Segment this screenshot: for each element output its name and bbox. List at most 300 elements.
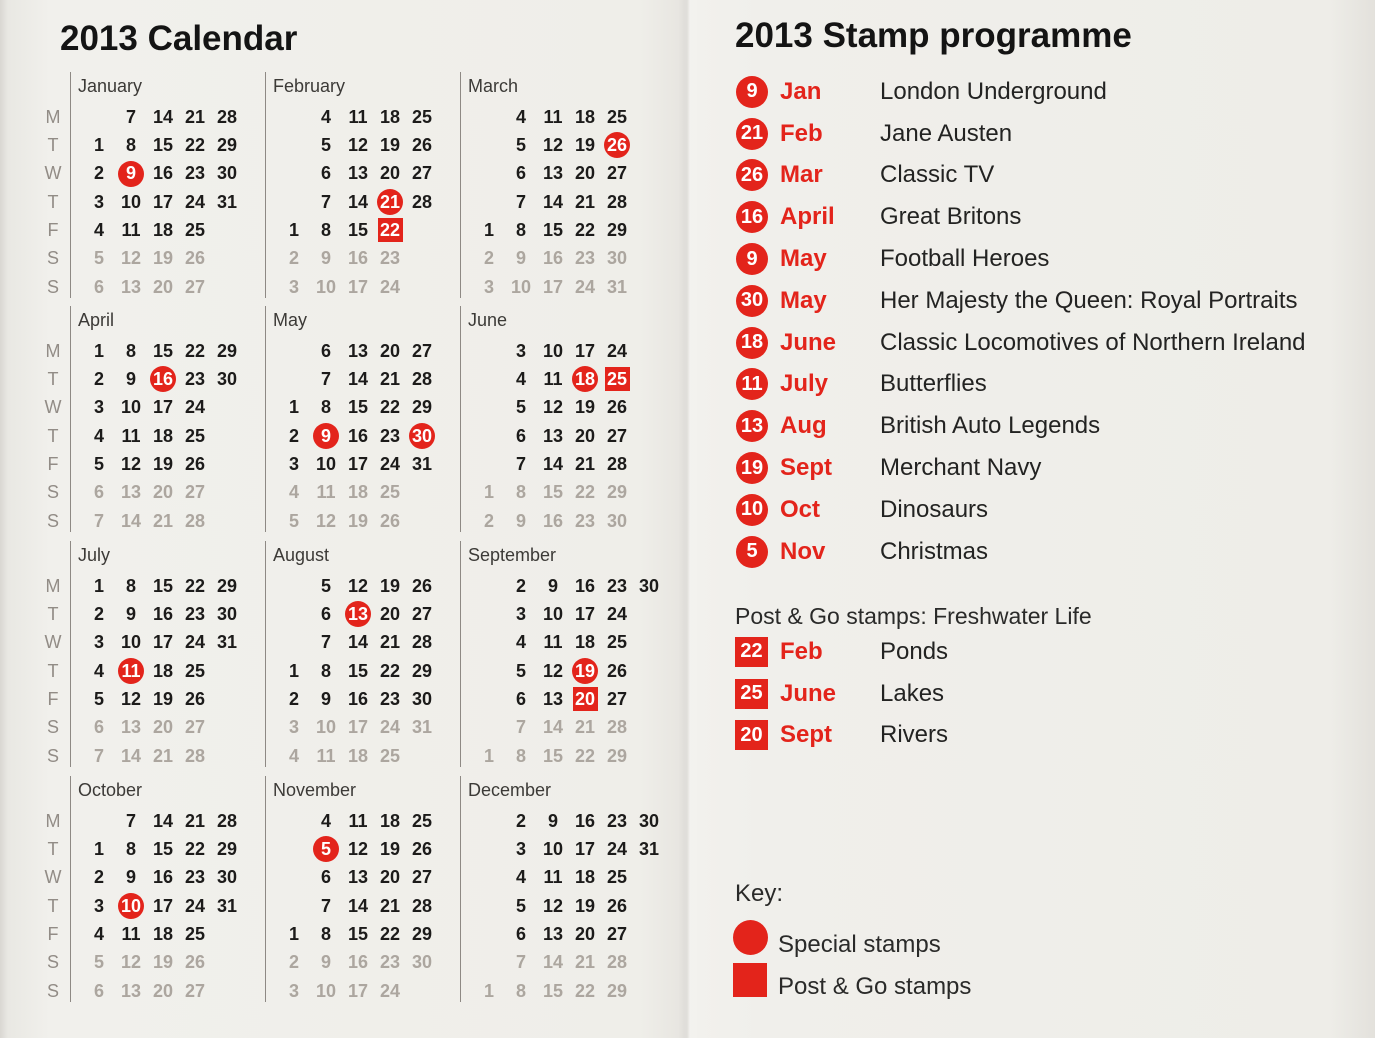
day-cell: [537, 273, 569, 301]
day-number: 5: [515, 134, 526, 155]
day-number: 31: [216, 895, 238, 916]
weekday-label: T: [47, 425, 59, 446]
day-cell: [601, 422, 633, 450]
weekday-row: [83, 479, 243, 507]
day-number: 23: [379, 688, 401, 709]
day-cell: [537, 131, 569, 159]
day-cell: [83, 422, 115, 450]
special-stamp-day-marker: 16: [150, 366, 176, 392]
day-cell: [374, 572, 406, 600]
day-cell: [505, 245, 537, 273]
day-number: 5: [288, 510, 299, 531]
day-grid: [278, 807, 438, 1005]
day-cell: [115, 337, 147, 365]
day-number: 5: [515, 660, 526, 681]
issue-month: Aug: [780, 412, 827, 440]
day-number: 17: [152, 191, 174, 212]
weekday-row: [83, 572, 243, 600]
day-number: 10: [510, 276, 532, 297]
day-number: 13: [542, 688, 564, 709]
day-cell: [278, 714, 310, 742]
day-cell: [211, 835, 243, 863]
day-grid: [83, 103, 243, 301]
weekday-row: [278, 714, 438, 742]
day-cell: [406, 450, 438, 478]
weekday-row: [83, 394, 243, 422]
special-stamp-circle-icon: [733, 920, 768, 955]
day-number: 26: [379, 510, 401, 531]
day-cell: [537, 920, 569, 948]
day-number: 16: [542, 248, 564, 269]
weekday-row: [473, 245, 633, 273]
day-cell: [310, 450, 342, 478]
day-cell: [179, 507, 211, 535]
day-cell: [342, 216, 374, 244]
weekday-label: S: [46, 980, 59, 1001]
day-number: 28: [606, 191, 628, 212]
special-stamp-day-marker: 26: [604, 132, 630, 158]
day-cell: [569, 864, 601, 892]
day-cell: [147, 600, 179, 628]
day-cell: [569, 920, 601, 948]
special-issue: [735, 364, 1306, 406]
day-number: 1: [483, 745, 494, 766]
day-number: 23: [606, 810, 628, 831]
day-cell: [505, 365, 537, 393]
day-number: 6: [93, 482, 104, 503]
day-number: 30: [606, 248, 628, 269]
day-number: 30: [411, 688, 433, 709]
day-cell: [537, 394, 569, 422]
month-may: [265, 306, 460, 532]
day-cell: [147, 160, 179, 188]
day-cell: [374, 479, 406, 507]
day-cell: [537, 835, 569, 863]
weekday-labels: [40, 572, 66, 770]
day-cell: [374, 216, 406, 244]
blank-cell: [473, 422, 505, 450]
weekday-row: [473, 949, 665, 977]
day-cell: [342, 949, 374, 977]
day-number: 30: [216, 368, 238, 389]
day-cell: [147, 450, 179, 478]
day-cell: [278, 685, 310, 713]
weekday-label: M: [45, 340, 61, 361]
day-cell: [505, 742, 537, 770]
day-cell: [569, 742, 601, 770]
day-grid: [473, 572, 665, 770]
day-number: 26: [411, 575, 433, 596]
day-cell: [83, 657, 115, 685]
day-number: 27: [606, 923, 628, 944]
weekday-row: [278, 600, 438, 628]
special-day-badge: 10: [736, 494, 768, 526]
day-number: 22: [379, 923, 401, 944]
day-number: 29: [606, 219, 628, 240]
day-number: 14: [120, 745, 142, 766]
weekday-row: [278, 450, 438, 478]
day-cell: [211, 572, 243, 600]
day-number: 25: [606, 867, 628, 888]
day-cell: [342, 365, 374, 393]
day-cell: [537, 479, 569, 507]
day-number: 8: [125, 340, 136, 361]
weekday-label: T: [47, 660, 59, 681]
day-cell: [115, 422, 147, 450]
weekday-row: [473, 273, 633, 301]
day-grid: [278, 572, 438, 770]
day-cell: [278, 507, 310, 535]
day-cell: [310, 892, 342, 920]
issue-month: Oct: [780, 495, 821, 523]
weekday-row: [83, 835, 243, 863]
day-number: 14: [542, 952, 564, 973]
day-number: 2: [93, 368, 104, 389]
day-number: 11: [316, 482, 336, 503]
day-cell: [211, 188, 243, 216]
day-cell: [374, 714, 406, 742]
weekday-row: [83, 920, 243, 948]
day-number: 7: [93, 510, 104, 531]
weekday-row: [83, 600, 243, 628]
day-cell: [310, 600, 342, 628]
day-number: 20: [152, 276, 174, 297]
weekday-row: [278, 920, 438, 948]
special-day-badge: 5: [736, 536, 768, 568]
day-cell: [406, 949, 438, 977]
day-cell: [147, 245, 179, 273]
weekday-label: M: [45, 575, 61, 596]
day-cell: [83, 160, 115, 188]
day-cell: [537, 657, 569, 685]
day-cell: [569, 892, 601, 920]
day-cell: [505, 273, 537, 301]
day-number: 31: [606, 276, 628, 297]
day-cell: [601, 479, 633, 507]
day-number: 7: [320, 895, 331, 916]
day-cell: [179, 807, 211, 835]
post-go-day-badge: 25: [735, 679, 768, 709]
day-number: 18: [152, 660, 174, 681]
weekday-row: [473, 450, 633, 478]
day-cell: [537, 422, 569, 450]
day-cell: [342, 103, 374, 131]
weekday-row: [473, 422, 633, 450]
issue-name: Classic TV: [880, 161, 995, 189]
day-cell: [83, 600, 115, 628]
day-number: 10: [542, 340, 564, 361]
special-stamp-day-marker: 18: [572, 366, 598, 392]
day-number: 9: [125, 368, 136, 389]
month-july: [70, 541, 265, 767]
day-cell: [505, 103, 537, 131]
day-number: 25: [184, 425, 206, 446]
day-grid: [83, 337, 243, 535]
blank-cell: [83, 103, 115, 131]
day-number: 3: [515, 340, 526, 361]
day-cell: [83, 337, 115, 365]
day-number: 16: [347, 248, 369, 269]
weekday-row: [278, 864, 438, 892]
day-cell: [278, 742, 310, 770]
day-cell: [601, 864, 633, 892]
day-cell: [179, 714, 211, 742]
day-cell: [179, 572, 211, 600]
day-cell: [505, 216, 537, 244]
weekday-row: [83, 949, 243, 977]
day-cell: [406, 188, 438, 216]
post-go-day-badge: 22: [735, 637, 768, 667]
issue-month: Mar: [780, 161, 823, 189]
day-number: 4: [515, 867, 526, 888]
weekday-row: [473, 365, 633, 393]
day-number: 7: [125, 106, 136, 127]
day-cell: [569, 394, 601, 422]
blank-cell: [278, 892, 310, 920]
weekday-row: [473, 600, 665, 628]
day-cell: [179, 216, 211, 244]
issue-name: Classic Locomotives of Northern Ireland: [880, 328, 1306, 356]
day-cell: [115, 216, 147, 244]
day-cell: [147, 920, 179, 948]
day-cell: [83, 685, 115, 713]
day-number: 27: [411, 163, 433, 184]
day-cell: [342, 600, 374, 628]
day-number: 4: [320, 106, 331, 127]
day-cell: [601, 365, 633, 393]
day-cell: [211, 600, 243, 628]
day-number: 9: [320, 688, 331, 709]
day-cell: [342, 245, 374, 273]
blank-cell: [278, 629, 310, 657]
weekday-label: T: [47, 368, 59, 389]
day-number: 26: [606, 895, 628, 916]
day-cell: [601, 103, 633, 131]
issue-month: Sept: [780, 454, 833, 482]
day-cell: [342, 394, 374, 422]
day-cell: [179, 600, 211, 628]
day-number: 10: [542, 603, 564, 624]
day-number: 17: [347, 276, 369, 297]
day-cell: [374, 892, 406, 920]
day-cell: [147, 422, 179, 450]
day-cell: [147, 714, 179, 742]
day-cell: [505, 920, 537, 948]
day-cell: [115, 394, 147, 422]
weekday-label: F: [47, 923, 59, 944]
day-number: 5: [515, 397, 526, 418]
day-cell: [505, 600, 537, 628]
day-cell: [310, 160, 342, 188]
day-cell: [374, 188, 406, 216]
day-cell: [278, 920, 310, 948]
day-number: 14: [347, 632, 369, 653]
weekday-row: [473, 216, 633, 244]
day-cell: [342, 422, 374, 450]
day-number: 19: [152, 952, 174, 973]
day-number: 9: [320, 248, 331, 269]
day-cell: [115, 657, 147, 685]
day-number: 29: [216, 575, 238, 596]
day-cell: [179, 479, 211, 507]
day-cell: [115, 160, 147, 188]
day-number: 3: [93, 397, 104, 418]
day-grid: [83, 807, 243, 1005]
day-number: 17: [152, 397, 174, 418]
day-number: 9: [515, 248, 526, 269]
day-number: 25: [184, 219, 206, 240]
month-august: [265, 541, 460, 767]
blank-cell: [278, 160, 310, 188]
day-number: 24: [184, 632, 206, 653]
day-cell: [342, 892, 374, 920]
day-number: 17: [152, 632, 174, 653]
day-number: 14: [120, 510, 142, 531]
special-stamp-day-marker: 13: [345, 601, 371, 627]
day-cell: [147, 365, 179, 393]
day-cell: [310, 742, 342, 770]
issue-month: June: [780, 328, 837, 356]
day-number: 9: [125, 603, 136, 624]
special-stamp-day-marker: 30: [409, 423, 435, 449]
day-cell: [310, 365, 342, 393]
day-cell: [310, 920, 342, 948]
day-cell: [374, 657, 406, 685]
day-cell: [374, 450, 406, 478]
day-number: 22: [574, 745, 596, 766]
day-number: 5: [320, 134, 331, 155]
day-number: 6: [93, 276, 104, 297]
day-cell: [537, 103, 569, 131]
day-cell: [505, 394, 537, 422]
weekday-row: [278, 629, 438, 657]
month-november: [265, 776, 460, 1002]
day-cell: [537, 337, 569, 365]
day-cell: [342, 864, 374, 892]
day-cell: [505, 629, 537, 657]
blank-cell: [278, 365, 310, 393]
day-cell: [83, 977, 115, 1005]
day-cell: [537, 160, 569, 188]
day-number: 5: [93, 453, 104, 474]
day-number: 7: [515, 717, 526, 738]
month-name: July: [78, 545, 111, 565]
day-cell: [406, 422, 438, 450]
special-day-badge: 19: [736, 452, 768, 484]
blank-cell: [278, 600, 310, 628]
day-number: 7: [125, 810, 136, 831]
day-number: 24: [379, 980, 401, 1001]
day-cell: [342, 572, 374, 600]
day-number: 19: [152, 688, 174, 709]
day-cell: [179, 188, 211, 216]
day-cell: [601, 160, 633, 188]
day-cell: [115, 864, 147, 892]
day-cell: [310, 337, 342, 365]
day-number: 19: [379, 575, 401, 596]
day-cell: [406, 657, 438, 685]
day-cell: [374, 365, 406, 393]
day-cell: [601, 450, 633, 478]
month-name: March: [468, 76, 519, 96]
day-number: 9: [320, 952, 331, 973]
day-cell: [83, 835, 115, 863]
day-number: 9: [547, 810, 558, 831]
day-cell: [374, 864, 406, 892]
day-number: 18: [574, 867, 596, 888]
day-number: 4: [93, 219, 104, 240]
day-number: 9: [515, 510, 526, 531]
day-cell: [179, 629, 211, 657]
day-number: 23: [184, 163, 206, 184]
day-number: 30: [216, 163, 238, 184]
day-number: 13: [542, 425, 564, 446]
day-number: 12: [315, 510, 337, 531]
day-number: 4: [93, 660, 104, 681]
day-cell: [211, 807, 243, 835]
day-number: 30: [216, 603, 238, 624]
month-name: February: [273, 76, 346, 96]
day-cell: [310, 103, 342, 131]
day-cell: [179, 422, 211, 450]
day-cell: [537, 977, 569, 1005]
special-issue: [735, 405, 1306, 447]
post-go-stamp-day-marker: 25: [605, 367, 630, 391]
blank-cell: [473, 864, 505, 892]
day-number: 27: [411, 340, 433, 361]
day-number: 24: [606, 340, 628, 361]
month-january: [70, 72, 265, 298]
issue-name: British Auto Legends: [880, 412, 1101, 440]
weekday-row: [473, 920, 665, 948]
day-cell: [601, 572, 633, 600]
day-number: 4: [288, 745, 299, 766]
weekday-row: [473, 160, 633, 188]
day-number: 29: [411, 397, 433, 418]
day-number: 4: [515, 106, 526, 127]
blank-cell: [473, 949, 505, 977]
day-cell: [601, 949, 633, 977]
day-cell: [179, 835, 211, 863]
day-cell: [179, 131, 211, 159]
day-number: 26: [184, 453, 206, 474]
day-number: 1: [288, 660, 299, 681]
day-number: 19: [379, 838, 401, 859]
weekday-row: [278, 245, 438, 273]
day-number: 5: [93, 952, 104, 973]
day-cell: [179, 394, 211, 422]
day-number: 2: [93, 603, 104, 624]
day-number: 28: [216, 810, 238, 831]
day-number: 23: [606, 575, 628, 596]
blank-cell: [473, 892, 505, 920]
day-cell: [505, 714, 537, 742]
day-grid: [83, 572, 243, 770]
day-number: 21: [574, 453, 596, 474]
day-cell: [342, 450, 374, 478]
day-number: 10: [315, 717, 337, 738]
day-cell: [569, 103, 601, 131]
weekday-label: W: [44, 397, 62, 418]
day-number: 8: [515, 219, 526, 240]
day-cell: [179, 337, 211, 365]
day-cell: [278, 422, 310, 450]
day-cell: [115, 188, 147, 216]
day-cell: [83, 507, 115, 535]
weekday-row: [83, 864, 243, 892]
day-number: 14: [152, 106, 174, 127]
day-grid: [473, 103, 633, 301]
